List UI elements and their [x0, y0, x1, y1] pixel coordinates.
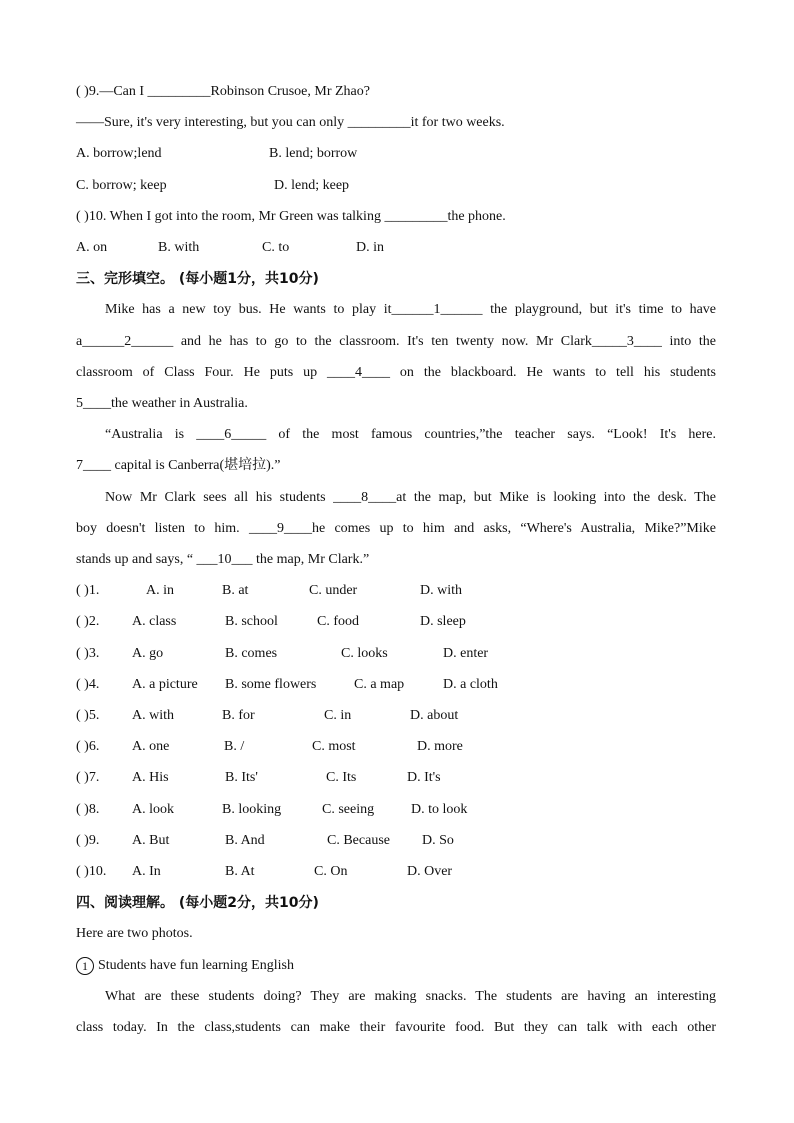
cloze-option-row [76, 581, 716, 601]
option-b: B. lend; borrow [269, 146, 358, 161]
option-d: D. more [417, 739, 463, 754]
option-a: A. one [132, 739, 170, 754]
option-b: B. with [158, 240, 200, 255]
question-number: ( )8. [76, 802, 100, 817]
cloze-option-row [76, 831, 716, 851]
question-number: ( )2. [76, 614, 100, 629]
option-b: B. At [225, 864, 255, 879]
question-number: ( )3. [76, 646, 100, 661]
question-10-options [76, 238, 716, 258]
question-9-options-row-2 [76, 176, 716, 196]
reading-paragraph-line: What are these students doing? They are making snacks. The students are having an interesting [105, 989, 716, 1004]
cloze-paragraph-line: stands up and says, “ ___10___ the map, Mr Clark.” [76, 552, 370, 567]
option-c: C. looks [341, 646, 388, 661]
option-c: C. in [324, 708, 352, 723]
cloze-paragraph-line: 5____the weather in Australia. [76, 396, 248, 411]
option-a: A. His [132, 770, 169, 785]
option-b: B. looking [222, 802, 282, 817]
reading-paragraph-line: class today. In the class,students can make their favourite food. But they can talk with each other [76, 1020, 716, 1035]
option-a: A. In [132, 864, 161, 879]
option-d: D. It's [407, 770, 441, 785]
cloze-option-row [76, 644, 716, 664]
option-d: D. a cloth [443, 677, 498, 692]
option-b: B. comes [225, 646, 278, 661]
option-a: A. in [146, 583, 174, 598]
option-c: C. a map [354, 677, 405, 692]
question-10: ( )10. When I got into the room, Mr Green was talking _________the phone. [76, 209, 506, 224]
option-a: A. But [132, 833, 170, 848]
option-d: D. with [420, 583, 462, 598]
option-a: A. borrow;lend [76, 146, 162, 161]
cloze-paragraph-line: a______2______ and he has to go to the classroom. It's ten twenty now. Mr Clark_____3____ into the [76, 334, 716, 349]
section-4-title: 四、阅读理解。 (每小题2分，共10分) [76, 895, 319, 911]
option-c: C. to [262, 240, 290, 255]
option-c: C. borrow; keep [76, 178, 167, 193]
option-c: C. On [314, 864, 348, 879]
cloze-paragraph-line: boy doesn't listen to him. ____9____he comes up to him and asks, “Where's Australia, Mike?”Mike [76, 521, 716, 536]
option-a: A. go [132, 646, 164, 661]
option-b: B. some flowers [225, 677, 317, 692]
question-9: ( )9.—Can I _________Robinson Crusoe, Mr Zhao? [76, 84, 370, 99]
cloze-paragraph-line: Mike has a new toy bus. He wants to play it______1______ the playground, but it's time to have [105, 302, 716, 317]
cloze-paragraph-line: 7____ capital is Canberra(堪培拉).” [76, 458, 281, 473]
section-3-title: 三、完形填空。 (每小题1分，共10分) [76, 271, 319, 287]
question-number: ( )9. [76, 833, 100, 848]
option-d: D. So [422, 833, 454, 848]
question-9-reply: ——Sure, it's very interesting, but you can only _________it for two weeks. [76, 115, 505, 130]
cloze-option-row [76, 737, 716, 757]
option-d: D. lend; keep [274, 178, 350, 193]
option-b: B. And [225, 833, 265, 848]
cloze-option-row [76, 768, 716, 788]
option-b: B. Its' [225, 770, 258, 785]
cloze-paragraph-line: Now Mr Clark sees all his students ____8____at the map, but Mike is looking into the desk. The [105, 490, 716, 505]
option-c: C. food [317, 614, 359, 629]
option-b: B. school [225, 614, 278, 629]
question-number: ( )7. [76, 770, 100, 785]
circled-number: 1 [76, 957, 94, 975]
option-a: A. on [76, 240, 108, 255]
question-number: ( )6. [76, 739, 100, 754]
option-c: C. seeing [322, 802, 375, 817]
option-d: D. about [410, 708, 459, 723]
question-number: ( )10. [76, 864, 107, 879]
cloze-paragraph-line: classroom of Class Four. He puts up ____4____ on the blackboard. He wants to tell his students [76, 365, 716, 380]
option-b: B. for [222, 708, 255, 723]
option-b: B. at [222, 583, 249, 598]
option-a: A. look [132, 802, 174, 817]
option-a: A. class [132, 614, 177, 629]
cloze-option-row [76, 612, 716, 632]
question-9-options-row-1 [76, 144, 716, 164]
cloze-option-row [76, 800, 716, 820]
option-c: C. Because [327, 833, 390, 848]
question-number: ( )5. [76, 708, 100, 723]
option-d: D. Over [407, 864, 453, 879]
option-c: C. Its [326, 770, 357, 785]
option-d: D. to look [411, 802, 468, 817]
cloze-option-row [76, 706, 716, 726]
option-c: C. most [312, 739, 356, 754]
option-a: A. with [132, 708, 174, 723]
photo-1-title-text: Students have fun learning English [98, 958, 294, 973]
question-number: ( )1. [76, 583, 100, 598]
option-b: B. / [224, 739, 245, 754]
cloze-paragraph-line: “Australia is ____6_____ of the most famous countries,”the teacher says. “Look! It's here. [105, 427, 716, 442]
cloze-option-row [76, 675, 716, 695]
option-d: D. enter [443, 646, 489, 661]
photo-1-title [76, 956, 716, 976]
question-number: ( )4. [76, 677, 100, 692]
option-c: C. under [309, 583, 358, 598]
cloze-option-row [76, 862, 716, 882]
option-d: D. in [356, 240, 384, 255]
option-d: D. sleep [420, 614, 466, 629]
reading-intro: Here are two photos. [76, 926, 193, 941]
option-a: A. a picture [132, 677, 198, 692]
